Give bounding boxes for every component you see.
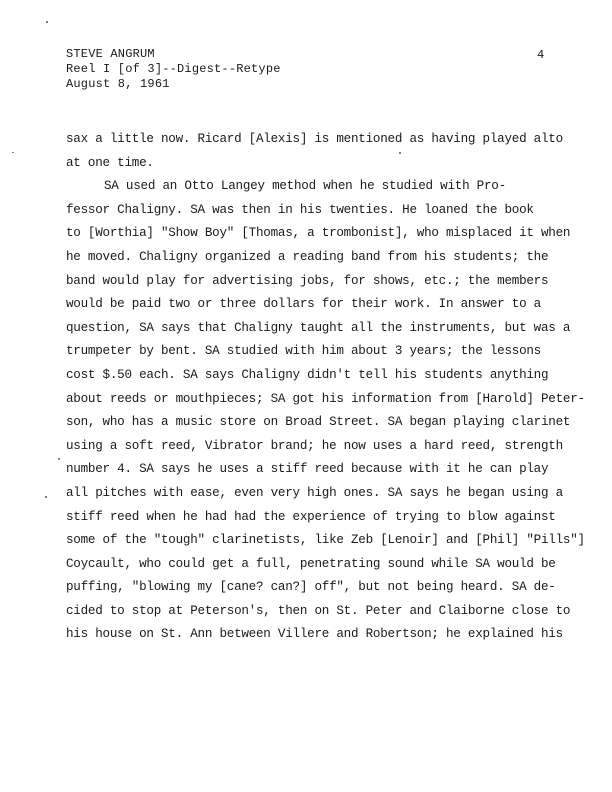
page-number: 4 <box>537 48 545 62</box>
body-line: some of the "tough" clarinetists, like Zeb [Lenoir] and [Phil] "Pills"] <box>66 533 585 548</box>
body-line: band would play for advertising jobs, for shows, etc.; the members <box>66 273 549 288</box>
body-line: his house on St. Ann between Villere and Robertson; he explained his <box>66 627 563 642</box>
scan-speck <box>58 458 60 460</box>
body-text <box>66 128 585 647</box>
scan-speck <box>45 496 47 498</box>
body-line: cided to stop at Peterson's, then on St. Peter and Claiborne close to <box>66 603 571 618</box>
body-line: puffing, "blowing my [cane? can?] off", but not being heard. SA de- <box>66 580 556 595</box>
scan-speck <box>399 152 401 154</box>
body-line: fessor Chaligny. SA was then in his twenties. He loaned the book <box>66 202 534 217</box>
body-line: at one time. <box>66 155 154 170</box>
body-line: would be paid two or three dollars for their work. In answer to a <box>66 297 541 312</box>
header-reel: Reel I [of 3]--Digest--Retype <box>66 62 281 76</box>
scan-speck <box>46 21 48 23</box>
body-line: about reeds or mouthpieces; SA got his information from [Harold] Peter- <box>66 391 585 406</box>
body-line: SA used an Otto Langey method when he studied with Pro- <box>104 179 506 194</box>
body-line: Coycault, who could get a full, penetrating sound while SA would be <box>66 556 556 571</box>
header-date: August 8, 1961 <box>66 77 170 91</box>
body-line: using a soft reed, Vibrator brand; he now uses a hard reed, strength <box>66 438 563 453</box>
body-line: stiff reed when he had had the experience of trying to blow against <box>66 509 556 524</box>
body-line: trumpeter by bent. SA studied with him about 3 years; the lessons <box>66 344 541 359</box>
body-line: to [Worthia] "Show Boy" [Thomas, a trombonist], who misplaced it when <box>66 226 571 241</box>
body-line: all pitches with ease, even very high ones. SA says he began using a <box>66 485 563 500</box>
body-line: he moved. Chaligny organized a reading band from his students; the <box>66 249 549 264</box>
body-line: question, SA says that Chaligny taught all the instruments, but was a <box>66 320 571 335</box>
body-line: number 4. SA says he uses a stiff reed because with it he can play <box>66 462 549 477</box>
body-line: sax a little now. Ricard [Alexis] is mentioned as having played alto <box>66 132 563 146</box>
body-line: son, who has a music store on Broad Street. SA began playing clarinet <box>66 415 571 430</box>
header-name: STEVE ANGRUM <box>66 47 155 61</box>
body-line: cost $.50 each. SA says Chaligny didn't tell his students anything <box>66 367 549 382</box>
document-header <box>66 47 281 92</box>
scan-speck <box>12 152 14 153</box>
